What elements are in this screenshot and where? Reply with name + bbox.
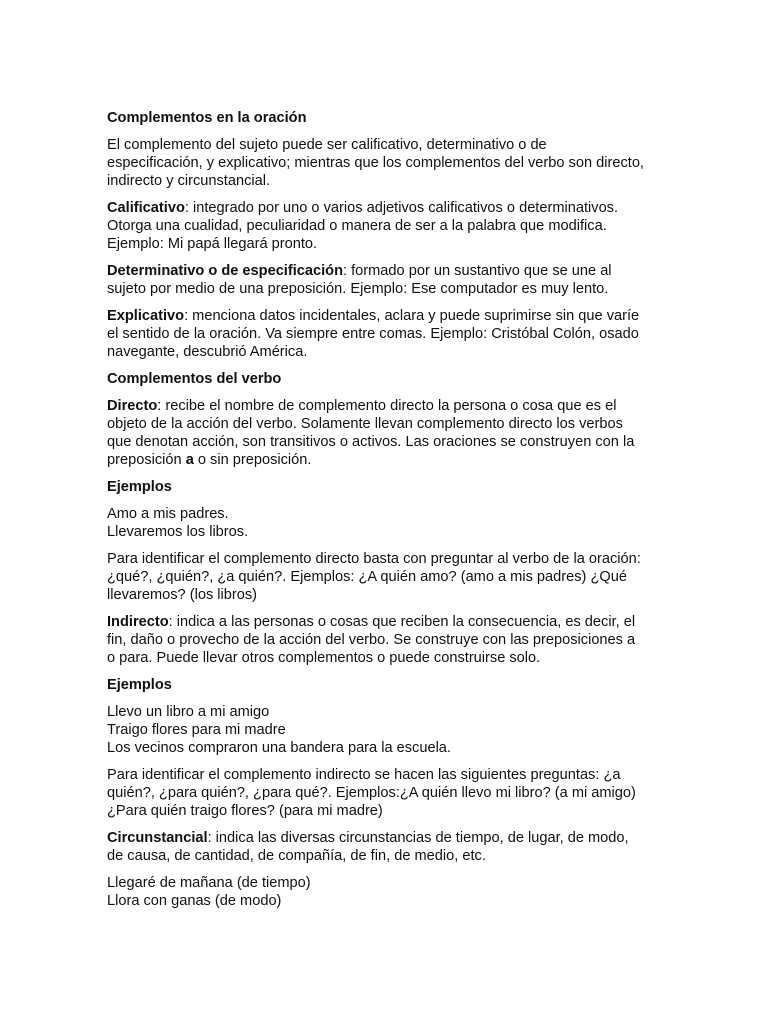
explicativo-term: Explicativo — [107, 308, 185, 324]
identify-directo-paragraph — [107, 550, 668, 604]
intro-paragraph — [107, 136, 668, 190]
intro-line: El complemento del sujeto puede ser calificativo, determinativo o de — [107, 137, 547, 153]
explicativo-line: el sentido de la oración. Va siempre entre comas. Ejemplo: Cristóbal Colón, osado — [107, 326, 639, 342]
directo-paragraph — [107, 397, 668, 469]
indirecto-line-1 — [107, 613, 668, 631]
indirecto-line: fin, daño o provecho de la acción del verbo. Se construye con las preposiciones a — [107, 632, 636, 648]
examples-circunstancial — [107, 874, 668, 910]
determinativo-line-1 — [107, 262, 668, 280]
determinativo-term: Determinativo o de especificación — [107, 263, 344, 279]
examples-directo — [107, 505, 668, 541]
identify-line: ¿Para quién traigo flores? (para mi madre) — [107, 803, 383, 819]
identify-line: llevaremos? (los libros) — [107, 587, 258, 603]
directo-line-1 — [107, 397, 668, 415]
example-line: Llevaremos los libros. — [107, 524, 249, 540]
directo-term: Directo — [107, 398, 158, 414]
explicativo-paragraph — [107, 307, 668, 361]
intro-line: indirecto y circunstancial. — [107, 173, 271, 189]
directo-line: objeto de la acción del verbo. Solamente llevan complemento directo los verbos — [107, 416, 623, 432]
directo-text: : recibe el nombre de complemento directo la persona o cosa que es el — [157, 398, 617, 414]
explicativo-line: navegante, descubrió América. — [107, 344, 308, 360]
identify-line: quién?, ¿para quién?, ¿para qué?. Ejemplos:¿A quién llevo mi libro? (a mi amigo) — [107, 785, 636, 801]
directo-line-last — [107, 451, 668, 469]
identify-indirecto-paragraph — [107, 766, 668, 820]
example-line: Llora con ganas (de modo) — [107, 893, 282, 909]
verb-heading: Complementos del verbo — [107, 371, 282, 387]
explicativo-line-1 — [107, 307, 668, 325]
directo-last-after: o sin preposición. — [193, 452, 312, 468]
example-line: Amo a mis padres. — [107, 506, 229, 522]
calificativo-line: Otorga una cualidad, peculiaridad o manera de ser a la palabra que modifica. — [107, 218, 607, 234]
identify-line: Para identificar el complemento indirecto se hacen las siguientes preguntas: ¿a — [107, 767, 621, 783]
circunstancial-line: de causa, de cantidad, de compañía, de fin, de medio, etc. — [107, 848, 486, 864]
calificativo-line-1 — [107, 199, 668, 217]
circunstancial-text: : indica las diversas circunstancias de tiempo, de lugar, de modo, — [207, 830, 629, 846]
determinativo-paragraph — [107, 262, 668, 298]
indirecto-paragraph — [107, 613, 668, 667]
directo-last-bold: a — [185, 452, 194, 468]
determinativo-line: sujeto por medio de una preposición. Ejemplo: Ese computador es muy lento. — [107, 281, 609, 297]
indirecto-text: : indica a las personas o cosas que reciben la consecuencia, es decir, el — [168, 614, 636, 630]
directo-line: que denotan acción, son transitivos o activos. Las oraciones se construyen con la — [107, 434, 635, 450]
indirecto-term: Indirecto — [107, 614, 169, 630]
calificativo-paragraph — [107, 199, 668, 253]
example-line: Los vecinos compraron una bandera para la escuela. — [107, 740, 451, 756]
circunstancial-line-1 — [107, 829, 668, 847]
directo-last-before: preposición — [107, 452, 186, 468]
calificativo-line: Ejemplo: Mi papá llegará pronto. — [107, 236, 318, 252]
explicativo-text: : menciona datos incidentales, aclara y puede suprimirse sin que varíe — [184, 308, 640, 324]
determinativo-text: : formado por un sustantivo que se une al — [343, 263, 612, 279]
ejemplos-heading: Ejemplos — [107, 479, 172, 495]
example-line: Llevo un libro a mi amigo — [107, 704, 270, 720]
example-line: Traigo flores para mi madre — [107, 722, 286, 738]
identify-line: Para identificar el complemento directo basta con preguntar al verbo de la oración: — [107, 551, 641, 567]
page-title: Complementos en la oración — [107, 110, 307, 126]
identify-line: ¿qué?, ¿quién?, ¿a quién?. Ejemplos: ¿A quién amo? (amo a mis padres) ¿Qué — [107, 569, 627, 585]
intro-line: especificación, y explicativo; mientras que los complementos del verbo son directo, — [107, 155, 644, 171]
ejemplos-heading: Ejemplos — [107, 677, 172, 693]
example-line: Llegaré de mañana (de tiempo) — [107, 875, 311, 891]
circunstancial-paragraph — [107, 829, 668, 865]
calificativo-text: : integrado por uno o varios adjetivos calificativos o determinativos. — [184, 200, 619, 216]
indirecto-line: o para. Puede llevar otros complementos o puede construirse solo. — [107, 650, 541, 666]
examples-indirecto — [107, 703, 668, 757]
calificativo-term: Calificativo — [107, 200, 185, 216]
circunstancial-term: Circunstancial — [107, 830, 208, 846]
